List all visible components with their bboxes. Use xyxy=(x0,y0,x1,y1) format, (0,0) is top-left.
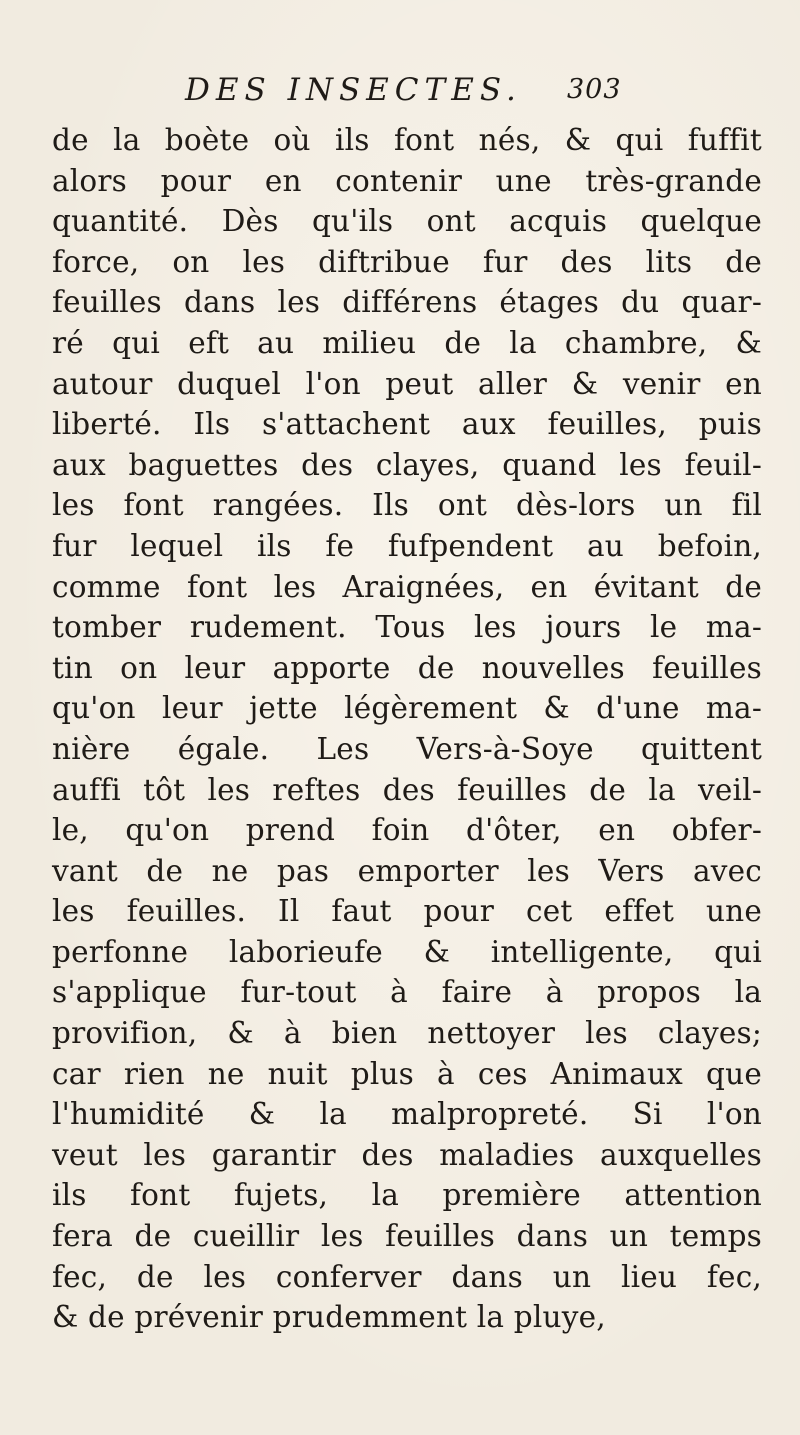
text-line: le, qu'on prend foin d'ôter, en obfer- xyxy=(52,813,762,848)
text-line: alors pour en contenir une très-grande xyxy=(52,163,762,198)
text-line: qu'on leur jette légèrement & d'une ma- xyxy=(52,691,762,726)
text-line: s'applique fur-tout à faire à propos la xyxy=(52,975,762,1010)
text-line: fur lequel ils fe fufpendent au befoin, xyxy=(52,528,762,563)
text-line: tomber rudement. Tous les jours le ma- xyxy=(52,610,762,645)
text-line: car rien ne nuit plus à ces Animaux que xyxy=(52,1056,762,1091)
text-line: auffi tôt les reftes des feuilles de la veil- xyxy=(52,772,762,807)
text-line: ils font fujets, la première attention xyxy=(52,1178,762,1213)
page-number: 303 xyxy=(567,74,622,105)
text-line: fera de cueillir les feuilles dans un temps xyxy=(52,1219,762,1254)
text-line: liberté. Ils s'attachent aux feuilles, puis xyxy=(52,407,762,442)
text-line: les font rangées. Ils ont dès-lors un fil xyxy=(52,488,762,523)
text-line: veut les garantir des maladies auxquelles xyxy=(52,1137,762,1172)
text-line: provifion, & à bien nettoyer les clayes; xyxy=(52,1016,762,1051)
text-line: quantité. Dès qu'ils ont acquis quelque xyxy=(52,204,762,239)
text-line: tin on leur apporte de nouvelles feuilles xyxy=(52,650,762,685)
text-line: nière égale. Les Vers-à-Soye quittent xyxy=(52,731,762,766)
text-line: force, on les diftribue fur des lits de xyxy=(52,244,762,279)
text-line: comme font les Araignées, en évitant de xyxy=(52,569,762,604)
running-head: DES INSECTES. xyxy=(185,72,522,108)
text-line: aux baguettes des clayes, quand les feuil- xyxy=(52,447,762,482)
text-line: perfonne laborieufe & intelligente, qui xyxy=(52,934,762,969)
text-line: l'humidité & la malpropreté. Si l'on xyxy=(52,1097,762,1132)
text-line: fec, de les conferver dans un lieu fec, xyxy=(52,1259,762,1294)
text-line: & de prévenir prudemment la pluye, xyxy=(52,1300,606,1335)
page-header xyxy=(185,72,622,122)
text-line: les feuilles. Il faut pour cet effet une xyxy=(52,894,762,929)
text-line: de la boète où ils font nés, & qui fuffit xyxy=(52,123,762,157)
text-line: autour duquel l'on peut aller & venir en xyxy=(52,366,762,401)
body-text xyxy=(52,120,762,1338)
text-line: feuilles dans les différens étages du quar- xyxy=(52,285,762,320)
text-line: ré qui eft au milieu de la chambre, & xyxy=(52,325,762,360)
text-line: vant de ne pas emporter les Vers avec xyxy=(52,853,762,888)
